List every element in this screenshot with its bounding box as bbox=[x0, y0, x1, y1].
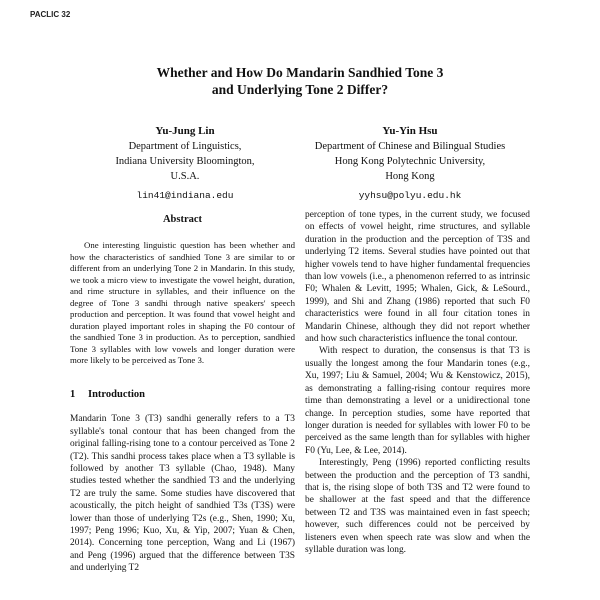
author-block-2 bbox=[300, 124, 520, 203]
introduction-paragraph: Mandarin Tone 3 (T3) sandhi generally refers to a T3 syllable's tonal contour that has been changed from the original falling-rising tone to a contour perceived as Tone 2 (T2). This sandhi process takes place when a T3 syllable is followed by another T3 syllable (Chao, 1948). Many studies tested whether the sandhied T3 and the underlying T2 are truly the same. Some studies have discovered that acoustically, the pitch height of sandhied T3s (T3S) were lower than those of underlying T2s (e.g., Shen, 1990; Xu, 1997; Peng 1996; Kuo, Xu, & Yip, 2007; Yuan & Chen, 2014). Concerning tone perception, Wang and Li (1967) and Peng (1996) argued that the difference between T3S and underlying T2 bbox=[70, 414, 295, 574]
body-paragraph: With respect to duration, the consensus is that T3 is usually the longest among the four Mandarin tones (e.g., Xu, 1997; Liu & Samuel, 2004; Wu & Kenstowicz, 2015), as demonstrating a falling-rising contour requires more time than demonstrating a level or a unidirectional tone change. In perception studies, some have reported that longer duration is needed for syllables with lower F0 to be perceived as the same length than for syllables with higher F0 (Yu, Lee, & Lee, 2014). bbox=[305, 346, 530, 456]
section-title: Introduction bbox=[88, 388, 145, 400]
author-email: yyhsu@polyu.edu.hk bbox=[358, 190, 462, 201]
author-name: Yu-Jung Lin bbox=[155, 125, 215, 137]
body-paragraph: Interestingly, Peng (1996) reported conflicting results between the production and the perception of T3 sandhi, that is, the rising slope of both T3S and T2 were found to be shallower at the fast speed and that the difference between T2 and T3S was maintained even in fast speech; however, such differences could not be perceived by listeners even when speech rate was slow and when the syllable duration was long. bbox=[305, 458, 530, 555]
author-name: Yu-Yin Hsu bbox=[382, 125, 438, 137]
author-affiliation: Hong Kong bbox=[385, 171, 435, 182]
left-column bbox=[70, 214, 295, 575]
author-affiliation: Indiana University Bloomington, bbox=[115, 156, 255, 167]
abstract-text: One interesting linguistic question has been whether and how the characteristics of sandhied Tone 3 are similar to or different from an underlying Tone 2 in Mandarin. In this study, we took a micro view to investigate the vowel height, duration, and rime structure in syllables, and their influence on the degree of Tone 3 sandhi through native speakers' speech production and perception. It was found that vowel height and duration played important roles in shaping the F0 contour of the sandhied Tone 3 in production. As to perception, sandhied Tone 3 syllables with low vowels and longer duration were more likely to be perceived as Tone 3. bbox=[70, 240, 295, 366]
abstract-heading: Abstract bbox=[162, 214, 203, 225]
right-column bbox=[305, 209, 530, 556]
body-paragraph: perception of tone types, in the current study, we focused on effects of vowel height, rime structures, and syllable duration in the production and the perception of T3S and underlying T2 items. Several studies have pointed out that higher vowels tend to have higher fundamental frequencies than low vowels (i.e., a phenomenon referred to as intrinsic F0; Whalen & Levitt, 1995; Whalen, Gick, & LeSourd., 1999), and Shi and Zhang (1986) reported that such F0 characteristics were found in all four citation tones in Mandarin Chinese, although they did not report whether and how such characteristics influence the tonal contour. bbox=[305, 210, 530, 345]
author-affiliation: Hong Kong Polytechnic University, bbox=[334, 156, 486, 167]
section-number: 1 bbox=[70, 388, 76, 400]
section-heading-introduction bbox=[70, 389, 295, 401]
author-email: lin41@indiana.edu bbox=[136, 190, 234, 201]
paper-title-line-2: and Underlying Tone 2 Differ? bbox=[211, 82, 389, 97]
paper-title bbox=[0, 64, 600, 98]
author-affiliation: Department of Linguistics, bbox=[128, 141, 242, 152]
page-header-venue: PACLIC 32 bbox=[30, 10, 71, 19]
paper-title-line-1: Whether and How Do Mandarin Sandhied Tone 3 bbox=[156, 65, 444, 80]
author-block-1 bbox=[95, 124, 275, 203]
author-affiliation: U.S.A. bbox=[170, 171, 200, 182]
author-affiliation: Department of Chinese and Bilingual Studies bbox=[314, 141, 506, 152]
